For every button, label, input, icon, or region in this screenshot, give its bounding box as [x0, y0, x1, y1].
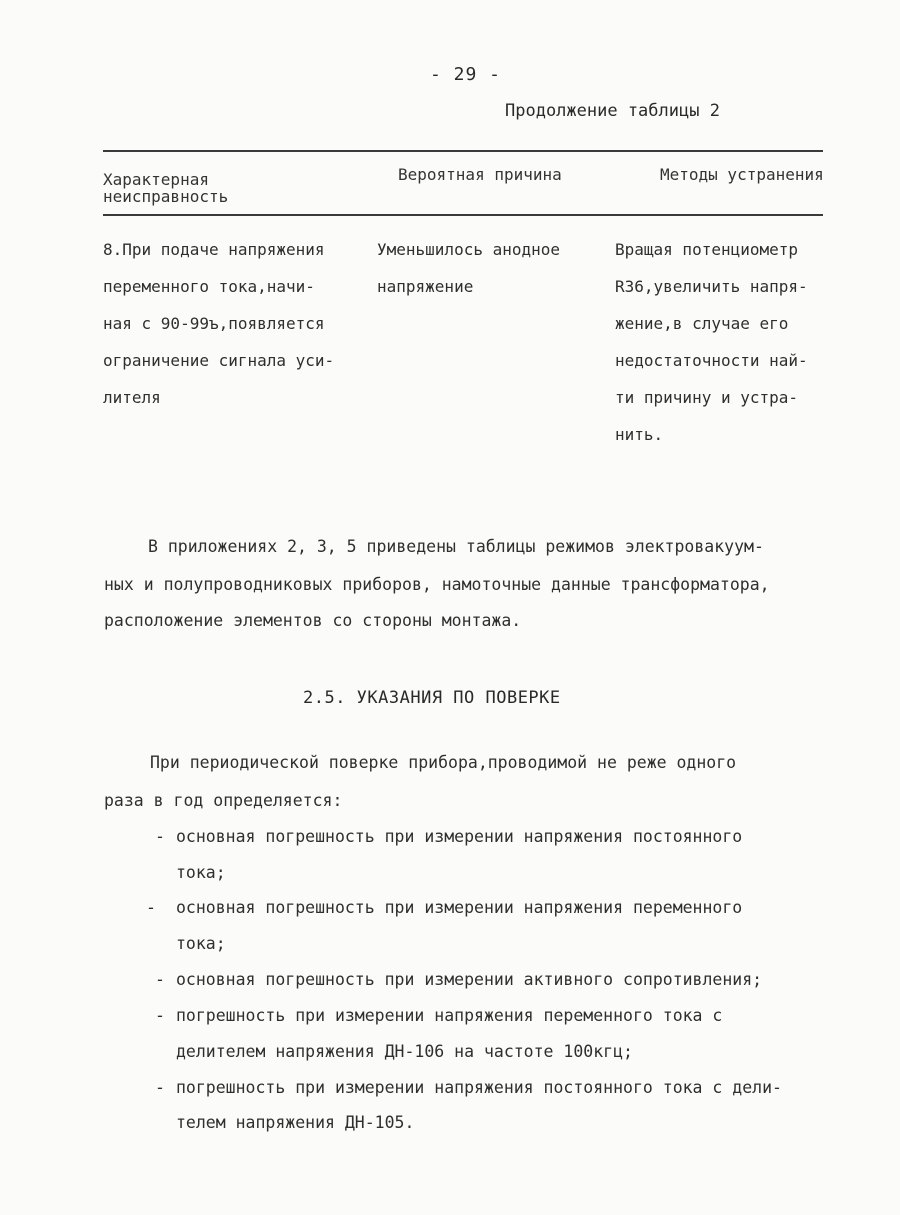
list-item-line: погрешность при измерении напряжения постоянного тока с дели-	[176, 1078, 782, 1097]
list-item-line: погрешность при измерении напряжения переменного тока с	[176, 1006, 723, 1025]
list-dash: -	[146, 898, 156, 917]
page-number: - 29 -	[430, 64, 502, 85]
remedy-line: Вращая потенциометр	[615, 240, 799, 259]
remedy-line: нить.	[615, 425, 664, 444]
paragraph-line: ных и полупроводниковых приборов, намоточные данные трансформатора,	[104, 575, 770, 594]
fault-line: ная с 90-99ъ,появляется	[103, 314, 325, 333]
paragraph-line: В приложениях 2, 3, 5 приведены таблицы режимов электровакуум-	[148, 537, 764, 556]
paragraph-line: При периодической поверке прибора,проводимой не реже одного	[150, 753, 737, 772]
list-item-line: основная погрешность при измерении напряжения постоянного	[176, 827, 743, 846]
table-cell-remedy	[615, 231, 845, 453]
table-header-rule	[103, 214, 823, 216]
section-heading: 2.5. УКАЗАНИЯ ПО ПОВЕРКЕ	[303, 688, 561, 708]
table-header-cause: Вероятная причина	[398, 165, 562, 184]
fault-line: ограничение сигнала уси-	[103, 351, 335, 370]
list-item-line: телем напряжения ДН-105.	[176, 1113, 415, 1132]
fault-line: лителя	[103, 388, 161, 407]
cause-line: напряжение	[377, 277, 474, 296]
list-item-line: основная погрешность при измерении активного сопротивления;	[176, 970, 763, 989]
list-item-line: основная погрешность при измерении напряжения переменного	[176, 898, 743, 917]
table-header-fault: Характерная неисправность	[103, 170, 229, 206]
list-item-line: тока;	[176, 863, 226, 882]
list-dash: -	[155, 1006, 165, 1025]
remedy-line: жение,в случае его	[615, 314, 789, 333]
remedy-line: ти причину и устра-	[615, 388, 799, 407]
table-cell-cause	[377, 231, 607, 305]
paragraph-line: раза в год определяется:	[104, 791, 343, 810]
remedy-line: R36,увеличить напря-	[615, 277, 808, 296]
list-item-line: тока;	[176, 934, 226, 953]
table-cell-fault	[103, 231, 378, 416]
cause-line: Уменьшилось анодное	[377, 240, 561, 259]
table-continuation-label: Продолжение таблицы 2	[505, 101, 720, 121]
table-top-rule	[103, 150, 823, 152]
table-header-remedy: Методы устранения	[660, 165, 824, 184]
list-dash: -	[155, 827, 165, 846]
paragraph-line: расположение элементов со стороны монтажа.	[104, 611, 522, 630]
list-item-line: делителем напряжения ДН-106 на частоте 100кгц;	[176, 1042, 633, 1061]
fault-line: переменного тока,начи-	[103, 277, 315, 296]
remedy-line: недостаточности най-	[615, 351, 808, 370]
fault-line: 8.При подаче напряжения	[103, 240, 325, 259]
list-dash: -	[155, 1078, 165, 1097]
list-dash: -	[155, 970, 165, 989]
